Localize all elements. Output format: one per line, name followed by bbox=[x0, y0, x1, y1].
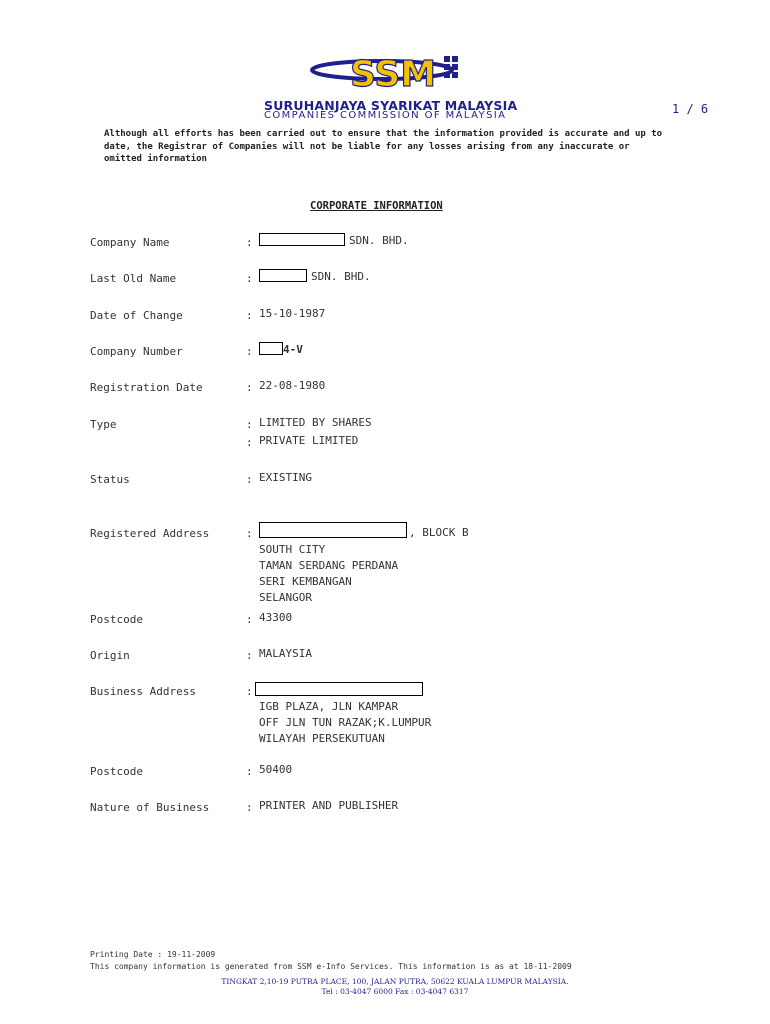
footer-address-block bbox=[0, 977, 770, 997]
last-old-name-value bbox=[259, 269, 371, 285]
registration-date-value: 22-08-1980 bbox=[259, 379, 326, 392]
type-label: Type bbox=[90, 418, 117, 431]
company-number-suffix: 4-V bbox=[283, 343, 303, 356]
org-subtitle: COMPANIES COMMISSION OF MALAYSIA bbox=[264, 110, 507, 121]
business-address-line-1 bbox=[255, 682, 423, 699]
redaction-box bbox=[259, 269, 307, 282]
registration-date-label: Registration Date bbox=[90, 381, 203, 394]
colon: : bbox=[246, 236, 253, 249]
date-of-change-label: Date of Change bbox=[90, 309, 183, 322]
redaction-box bbox=[255, 682, 423, 696]
company-name-label: Company Name bbox=[90, 236, 170, 249]
footer-phone: Tel : 03-4047 6000 Fax : 03-4047 6317 bbox=[321, 987, 469, 996]
last-old-name-label: Last Old Name bbox=[90, 272, 177, 285]
registered-address-line-2: SOUTH CITY bbox=[259, 543, 326, 556]
logo-letters: SSM bbox=[350, 54, 437, 95]
postcode-value: 43300 bbox=[259, 611, 293, 624]
colon: : bbox=[246, 418, 253, 431]
colon: : bbox=[246, 473, 253, 486]
colon: : bbox=[246, 436, 253, 449]
section-title: CORPORATE INFORMATION bbox=[310, 200, 443, 212]
date-of-change-value: 15-10-1987 bbox=[259, 307, 326, 320]
company-name-value bbox=[259, 233, 409, 249]
status-value: EXISTING bbox=[259, 471, 312, 484]
type-value-1: LIMITED BY SHARES bbox=[259, 416, 372, 429]
registered-address-line-4: SERI KEMBANGAN bbox=[259, 575, 352, 588]
company-number-value bbox=[259, 342, 303, 358]
registered-address-label: Registered Address bbox=[90, 527, 210, 540]
colon: : bbox=[246, 381, 253, 394]
colon: : bbox=[246, 649, 253, 662]
business-postcode-value: 50400 bbox=[259, 763, 293, 776]
redaction-box bbox=[259, 522, 407, 538]
colon: : bbox=[246, 527, 253, 540]
company-name-suffix: SDN. BHD. bbox=[349, 234, 409, 247]
redaction-box bbox=[259, 233, 345, 246]
page-number: 1 / 6 bbox=[672, 102, 709, 116]
nature-of-business-label: Nature of Business bbox=[90, 801, 210, 814]
colon: : bbox=[246, 765, 253, 778]
type-value-2: PRIVATE LIMITED bbox=[259, 434, 359, 447]
info-source: This company information is generated from SSM e-Info Services. This information is as at 18-11-2009 bbox=[90, 962, 572, 971]
colon: : bbox=[246, 309, 253, 322]
colon: : bbox=[246, 801, 253, 814]
origin-label: Origin bbox=[90, 649, 130, 662]
business-address-line-3: OFF JLN TUN RAZAK;K.LUMPUR bbox=[259, 716, 432, 729]
colon: : bbox=[246, 345, 253, 358]
nature-of-business-value: PRINTER AND PUBLISHER bbox=[259, 799, 399, 812]
ssm-logo bbox=[310, 48, 470, 104]
registered-address-line-5: SELANGOR bbox=[259, 591, 312, 604]
registered-address-suffix: , BLOCK B bbox=[409, 526, 469, 539]
last-old-name-suffix: SDN. BHD. bbox=[311, 270, 371, 283]
business-address-line-2: IGB PLAZA, JLN KAMPAR bbox=[259, 700, 399, 713]
postcode-label: Postcode bbox=[90, 613, 143, 626]
business-postcode-label: Postcode bbox=[90, 765, 143, 778]
origin-value: MALAYSIA bbox=[259, 647, 312, 660]
org-name: SURUHANJAYA SYARIKAT MALAYSIA bbox=[264, 98, 518, 113]
footer-address: TINGKAT 2,10-19 PUTRA PLACE, 100, JALAN PUTRA, 50622 KUALA LUMPUR MALAYSIA. bbox=[221, 977, 569, 986]
printing-date: Printing Date : 19-11-2009 bbox=[90, 950, 216, 959]
company-number-label: Company Number bbox=[90, 345, 183, 358]
colon: : bbox=[246, 613, 253, 626]
redaction-box bbox=[259, 342, 283, 355]
disclaimer: Although all efforts has been carried out to ensure that the information provided is accurate and up to date, the Registrar of Companies will not be liable for any losses arising from any inaccurate or omitted information bbox=[104, 129, 663, 164]
status-label: Status bbox=[90, 473, 130, 486]
registered-address-line-3: TAMAN SERDANG PERDANA bbox=[259, 559, 399, 572]
business-address-label: Business Address bbox=[90, 685, 196, 698]
colon: : bbox=[246, 685, 253, 698]
business-address-line-4: WILAYAH PERSEKUTUAN bbox=[259, 732, 385, 745]
registered-address-line-1 bbox=[259, 522, 469, 541]
colon: : bbox=[246, 272, 253, 285]
